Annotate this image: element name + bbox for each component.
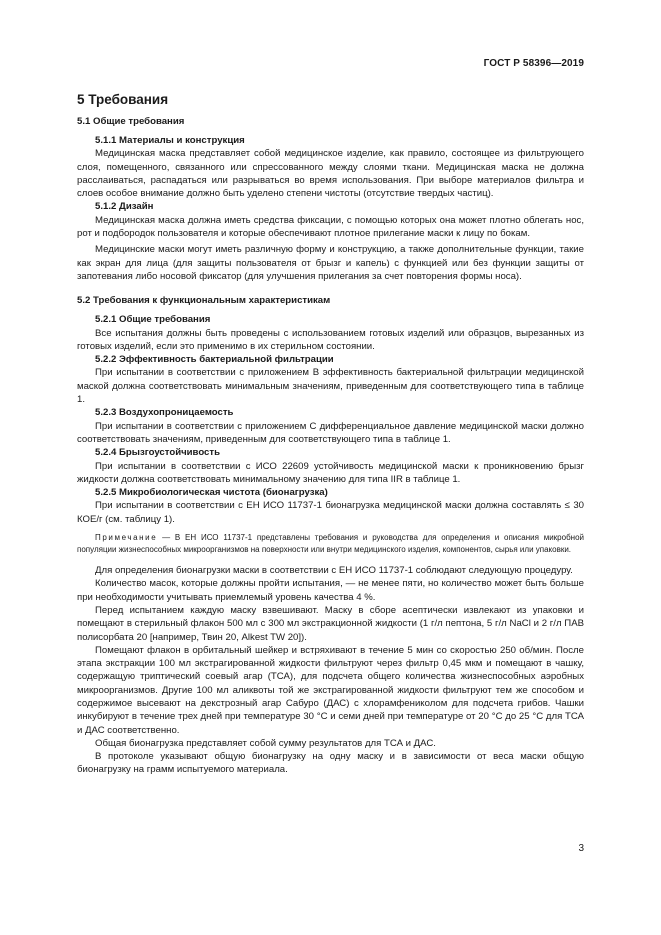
note-label: Примечание <box>95 533 158 543</box>
paragraph: Перед испытанием каждую маску взвешивают. Маску в сборе асептически извлекают из упаковки и помещают в стерильный флакон 500 мл с 300 мл экстракционной жидкости (1 г/л пептона, 5 г/л NaCl и 2 г/л ПАВ полисорбата 20 [например, Твин 20, Alkest TW 20]). <box>77 604 584 643</box>
paragraph: Помещают флакон в орбитальный шейкер и встряхивают в течение 5 мин со скоростью 250 об/мин. После этапа экстракции 100 мл экстрагированной жидкости фильтруют через фильтр 0,45 мкм и помещают в чашку, содержащую триптический соевый агар (ТСА), для подсчета общего количества жизнеспособных аэробных микроорганизмов. Другие 100 мл аликвоты той же экстрагированной жидкости фильтруют тем же способом и содержимое высевают на декстрозный агар Сабуро (ДАС) с хлорамфениколом для подсчета грибов. Чашки инкубируют в течение трех дней при температуре 30 °С и семи дней при температуре от 20 °С до 25 °С для ТСА и ДАС соответственно. <box>77 644 584 736</box>
paragraph: При испытании в соответствии с ЕН ИСО 11737-1 бионагрузка медицинской маски должна составлять ≤ 30 КОЕ/г (см. таблицу 1). <box>77 500 584 525</box>
clause-heading: 5.1.1 Материалы и конструкция <box>95 135 245 146</box>
paragraph: Медицинская маска должна иметь средства фиксации, с помощью которых она может плотно облегать нос, рот и подбородок пользователя и которые обеспечивают плотное прилегание маски к лицу по бокам. <box>77 214 584 240</box>
clause-heading: 5.2.3 Воздухопроницаемость <box>95 407 234 419</box>
paragraph: При испытании в соответствии с ИСО 22609 устойчивость медицинской маски к проникновению брызг жидкости должна соответствовать минимальному значению для типа IIR в таблице 1. <box>77 460 584 485</box>
paragraph: Общая бионагрузка представляет собой сумму результатов для ТСА и ДАС. <box>95 737 436 749</box>
subsection-heading: 5.1 Общие требования <box>77 116 185 127</box>
paragraph: При испытании в соответствии с приложением В эффективность бактериальной фильтрации медицинской маской должна соответствовать минимальным значениям, приведенным для соответствующего типа в таблице 1. <box>77 367 584 406</box>
paragraph: Количество масок, которые должны пройти испытания, — не менее пяти, но количество может быть больше при необходимости учитывать приемлемый уровень качества 4 %. <box>77 578 584 603</box>
paragraph: Все испытания должны быть проведены с использованием готовых изделий или образцов, вырезанных из готовых изделий, если это применимо в их стерильном состоянии. <box>77 327 584 352</box>
paragraph: Медицинская маска представляет собой медицинское изделие, как правило, состоящее из фильтрующего слоя, помещенного, связанного или спрессованного между слоями ткани. Медицинская маска не должна расслаиваться, распадаться или разрываться во время использования. При выборе материалов фильтра и слоев особое внимание должно быть уделено степени чистоты (отсутствие твердых частиц). <box>77 148 584 200</box>
page-number: 3 <box>578 843 584 854</box>
paragraph: Для определения бионагрузки маски в соответствии с ЕН ИСО 11737-1 соблюдают следующую процедуру. <box>95 565 573 577</box>
section-title: 5 Требования <box>77 92 169 107</box>
clause-heading: 5.1.2 Дизайн <box>95 201 154 213</box>
section-body <box>77 116 584 777</box>
clause-heading: 5.2.5 Микробиологическая чистота (бионагрузка) <box>95 487 328 499</box>
note-text: — В ЕН ИСО 11737-1 представлены требования и руководства для определения и описания микробной популяции жизнеспособных микроорганизмов на поверхности или внутри медицинского изделия, компонентов, сырья или упаковки. <box>77 533 584 555</box>
clause-heading: 5.2.2 Эффективность бактериальной фильтрации <box>95 354 334 366</box>
paragraph: При испытании в соответствии с приложением С дифференциальное давление медицинской маски должно соответствовать значениям, приведенным для соответствующего типа в таблице 1. <box>77 420 584 445</box>
paragraph: В протоколе указывают общую бионагрузку на одну маску и в зависимости от веса маски общую бионагрузку на грамм испытуемого материала. <box>77 751 584 776</box>
paragraph: Медицинские маски могут иметь различную форму и конструкцию, а также дополнительные функции, такие как экран для лица (для защиты пользователя от брызг и капель) с функцией или без функции защиты от запотевания либо носовой фиксатор (для улучшения прилегания за счет повторения формы носа). <box>77 244 584 282</box>
document-code: ГОСТ Р 58396—2019 <box>483 58 584 69</box>
clause-heading: 5.2.1 Общие требования <box>95 314 211 326</box>
note <box>77 532 584 556</box>
clause-heading: 5.2.4 Брызгоустойчивость <box>95 447 220 459</box>
page-content <box>77 92 584 777</box>
subsection-heading: 5.2 Требования к функциональным характеристикам <box>77 295 331 307</box>
